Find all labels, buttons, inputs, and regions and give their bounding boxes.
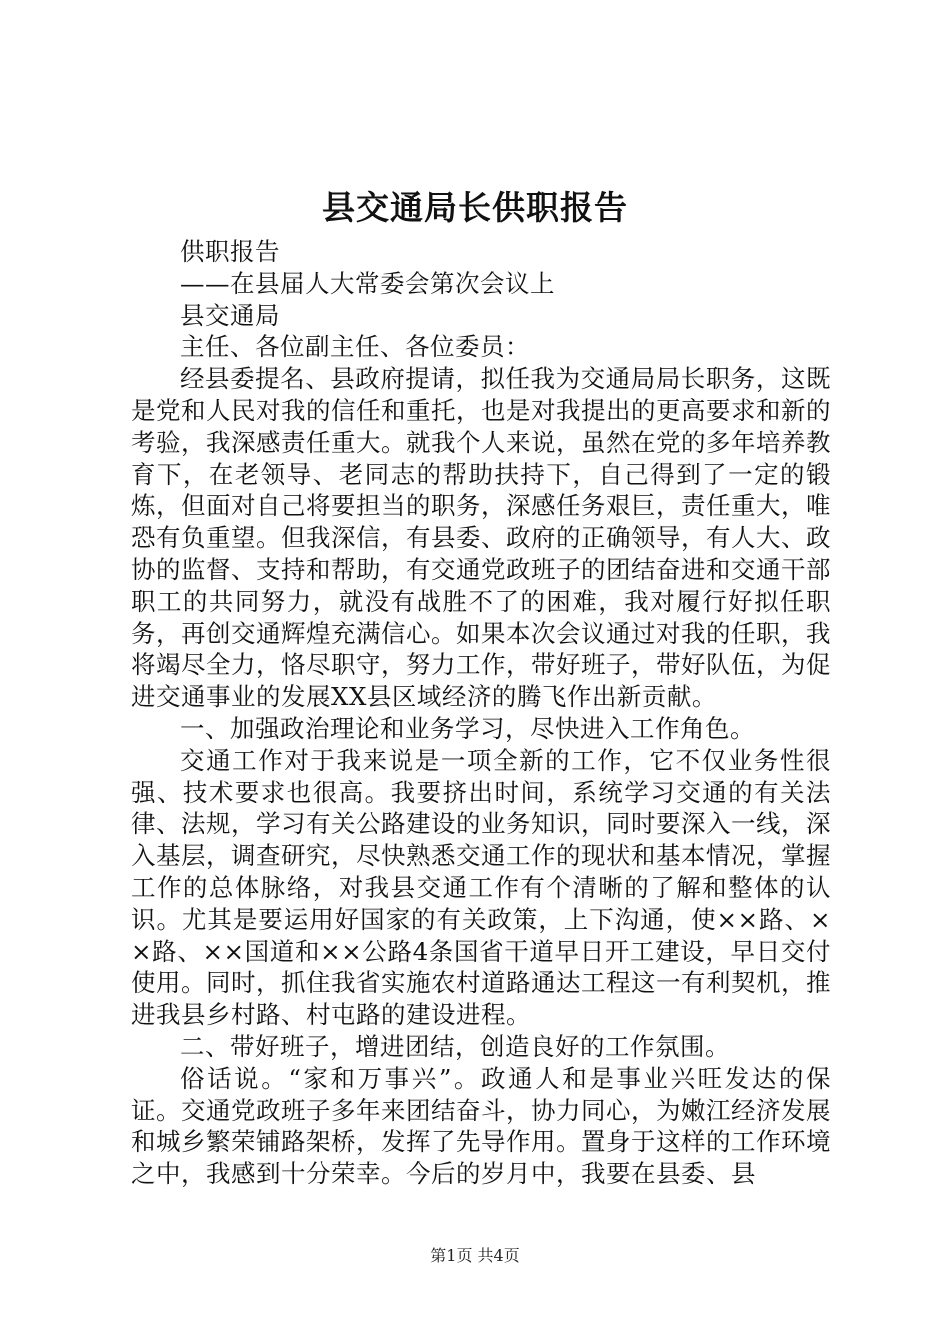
paragraph-subtitle: ——在县届人大常委会第次会议上: [180, 268, 555, 298]
paragraph-author: 县交通局: [180, 300, 280, 330]
document-body: [131, 236, 831, 1190]
paragraph-section-1: 交通工作对于我来说是一项全新的工作，它不仅业务性很强、技术要求也很高。我要挤出时间，系统学习交通的有关法律、法规，学习有关公路建设的业务知识，同时要深入一线，深入基层，调查研究，尽快熟悉交通工作的现状和基本情况，掌握工作的总体脉络，对我县交通工作有个清晰的了解和整体的认识。尤其是要运用好国家的有关政策，上下沟通，使××路、××路、××国道和××公路4条国省干道早日开工建设，早日交付使用。同时，抓住我省实施农村道路通达工程这一有利契机，推进我县乡村路、村屯路的建设进程。: [131, 745, 831, 1030]
paragraph-heading: 供职报告: [180, 237, 280, 266]
paragraph-section-2: 俗话说。“家和万事兴”。政通人和是事业兴旺发达的保证。交通党政班子多年来团结奋斗，协力同心，为嫩江经济发展和城乡繁荣铺路架桥，发挥了先导作用。置身于这样的工作环境之中，我感到十分荣幸。今后的岁月中，我要在县委、县: [131, 1063, 831, 1189]
paragraph-salutation: 主任、各位副主任、各位委员：: [180, 332, 530, 362]
section-heading-1: 一、加强政治理论和业务学习，尽快进入工作角色。: [180, 713, 755, 743]
document-title: 县交通局长供职报告: [322, 188, 628, 227]
section-heading-2: 二、带好班子，增进团结，创造良好的工作氛围。: [180, 1031, 730, 1061]
paragraph-intro: 经县委提名、县政府提请，拟任我为交通局局长职务，这既是党和人民对我的信任和重托，也是对我提出的更高要求和新的考验，我深感责任重大。就我个人来说，虽然在党的多年培养教育下，在老领导、老同志的帮助扶持下，自己得到了一定的锻炼，但面对自己将要担当的职务，深感任务艰巨，责任重大，唯恐有负重望。但我深信，有县委、政府的正确领导，有人大、政协的监督、支持和帮助，有交通党政班子的团结奋进和交通干部职工的共同努力，就没有战胜不了的困难，我对履行好拟任职务，再创交通辉煌充满信心。如果本次会议通过对我的任职，我将竭尽全力，恪尽职守，努力工作，带好班子，带好队伍，为促进交通事业的发展XX县区域经济的腾飞作出新贡献。: [131, 364, 831, 712]
page-footer: 第1页 共4页: [430, 1246, 520, 1265]
